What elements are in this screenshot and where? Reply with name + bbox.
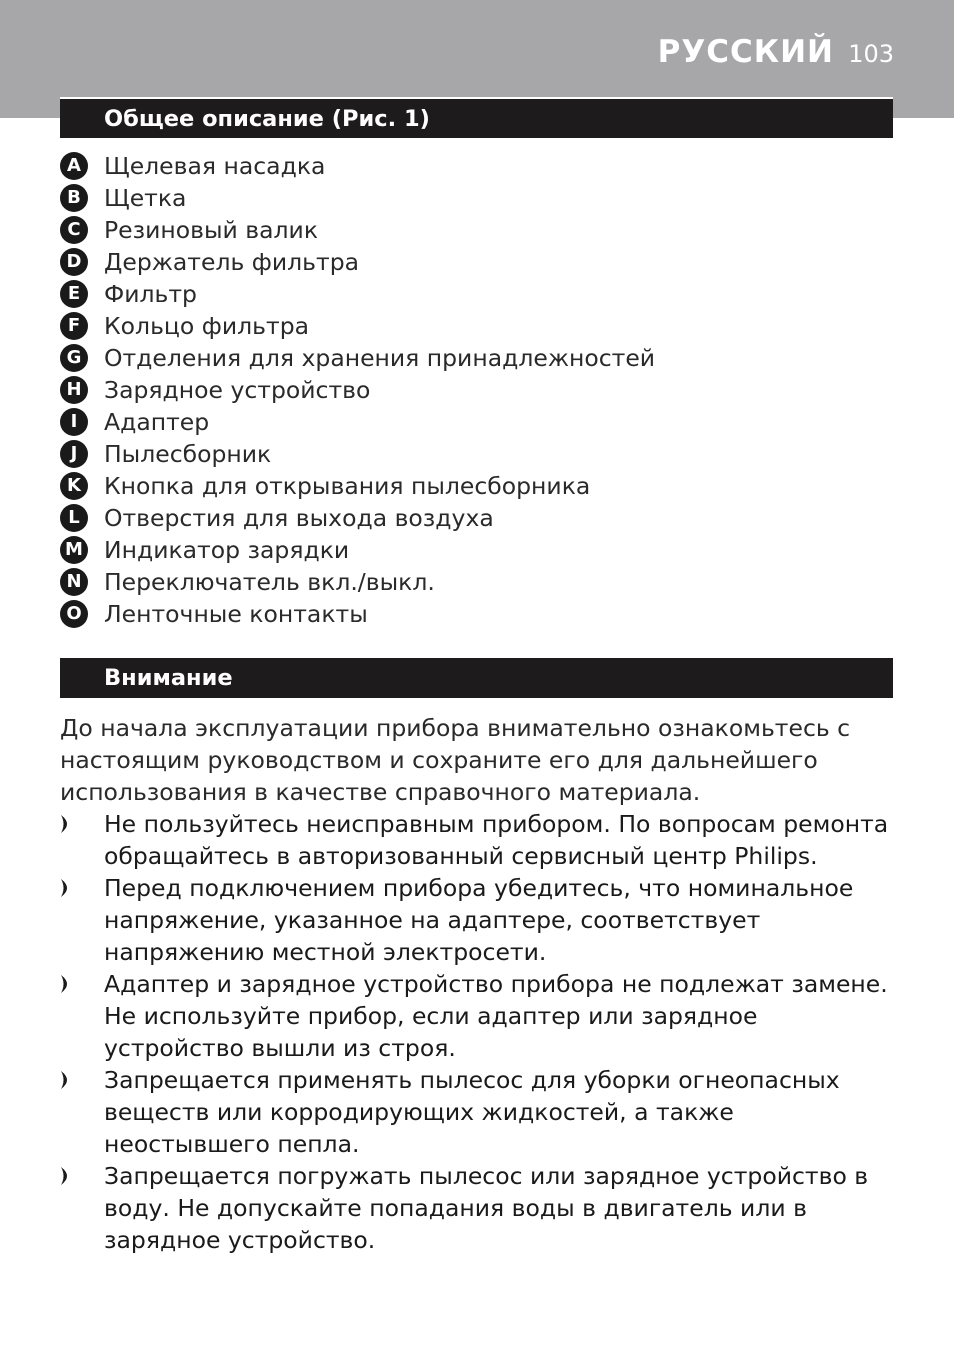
bullet-icon (60, 974, 74, 994)
part-label: Держатель фильтра (104, 248, 360, 276)
list-item (60, 246, 655, 278)
list-item (60, 342, 655, 374)
part-label: Щетка (104, 184, 187, 212)
bullet-icon (60, 814, 74, 834)
part-label: Адаптер (104, 408, 210, 436)
letter-badge: A (60, 152, 88, 180)
part-label: Ленточные контакты (104, 600, 368, 628)
warning-text: Не пользуйтесь неисправным прибором. По вопросам ремонта обращайтесь в авторизованный сервисный центр Philips. (104, 810, 889, 870)
part-label: Кнопка для открывания пылесборника (104, 472, 591, 500)
list-item (60, 214, 655, 246)
letter-badge: L (60, 504, 88, 532)
warning-text: Перед подключением прибора убедитесь, что номинальное напряжение, указанное на адаптере, соответствует напряжению местной электросети. (104, 874, 854, 966)
list-item (60, 438, 655, 470)
letter-badge: I (60, 408, 88, 436)
letter-badge: H (60, 376, 88, 404)
letter-badge: O (60, 600, 88, 628)
section-heading-general: Общее описание (Рис. 1) (60, 97, 893, 138)
part-label: Переключатель вкл./выкл. (104, 568, 435, 596)
warning-list (60, 808, 900, 1256)
warning-item (60, 872, 900, 968)
warning-item (60, 1160, 900, 1256)
list-item (60, 566, 655, 598)
section-heading-warning: Внимание (60, 658, 893, 698)
letter-badge: J (60, 440, 88, 468)
part-label: Отверстия для выхода воздуха (104, 504, 494, 532)
bullet-icon (60, 1070, 74, 1090)
warning-text: Адаптер и зарядное устройство прибора не подлежат замене. Не используйте прибор, если адаптер или зарядное устройство вышли из строя. (104, 970, 888, 1062)
part-label: Зарядное устройство (104, 376, 371, 404)
intro-paragraph: До начала эксплуатации прибора внимательно ознакомьтесь с настоящим руководством и сохраните его для дальнейшего использования в качестве справочного материала. (60, 714, 851, 806)
letter-badge: G (60, 344, 88, 372)
list-item (60, 470, 655, 502)
list-item (60, 598, 655, 630)
language-title: РУССКИЙ (657, 34, 834, 70)
part-label: Отделения для хранения принадлежностей (104, 344, 656, 372)
letter-badge: C (60, 216, 88, 244)
part-label: Индикатор зарядки (104, 536, 350, 564)
letter-badge: M (60, 536, 88, 564)
list-item (60, 310, 655, 342)
list-item (60, 150, 655, 182)
part-label: Кольцо фильтра (104, 312, 310, 340)
warning-item (60, 968, 900, 1064)
list-item (60, 374, 655, 406)
parts-list (60, 150, 655, 630)
warning-item (60, 808, 900, 872)
warning-item (60, 1064, 900, 1160)
part-label: Резиновый валик (104, 216, 319, 244)
list-item (60, 534, 655, 566)
part-label: Фильтр (104, 280, 197, 308)
page-number: 103 (848, 40, 894, 68)
letter-badge: E (60, 280, 88, 308)
bullet-icon (60, 878, 74, 898)
letter-badge: D (60, 248, 88, 276)
list-item (60, 406, 655, 438)
part-label: Пылесборник (104, 440, 272, 468)
letter-badge: N (60, 568, 88, 596)
list-item (60, 502, 655, 534)
warning-text: Запрещается применять пылесос для уборки огнеопасных веществ или корродирующих жидкостей, а также неостывшего пепла. (104, 1066, 840, 1158)
list-item (60, 278, 655, 310)
letter-badge: F (60, 312, 88, 340)
part-label: Щелевая насадка (104, 152, 326, 180)
letter-badge: K (60, 472, 88, 500)
letter-badge: B (60, 184, 88, 212)
warning-text: Запрещается погружать пылесос или зарядное устройство в воду. Не допускайте попадания воды в двигатель или в зарядное устройство. (104, 1162, 869, 1254)
list-item (60, 182, 655, 214)
bullet-icon (60, 1166, 74, 1186)
